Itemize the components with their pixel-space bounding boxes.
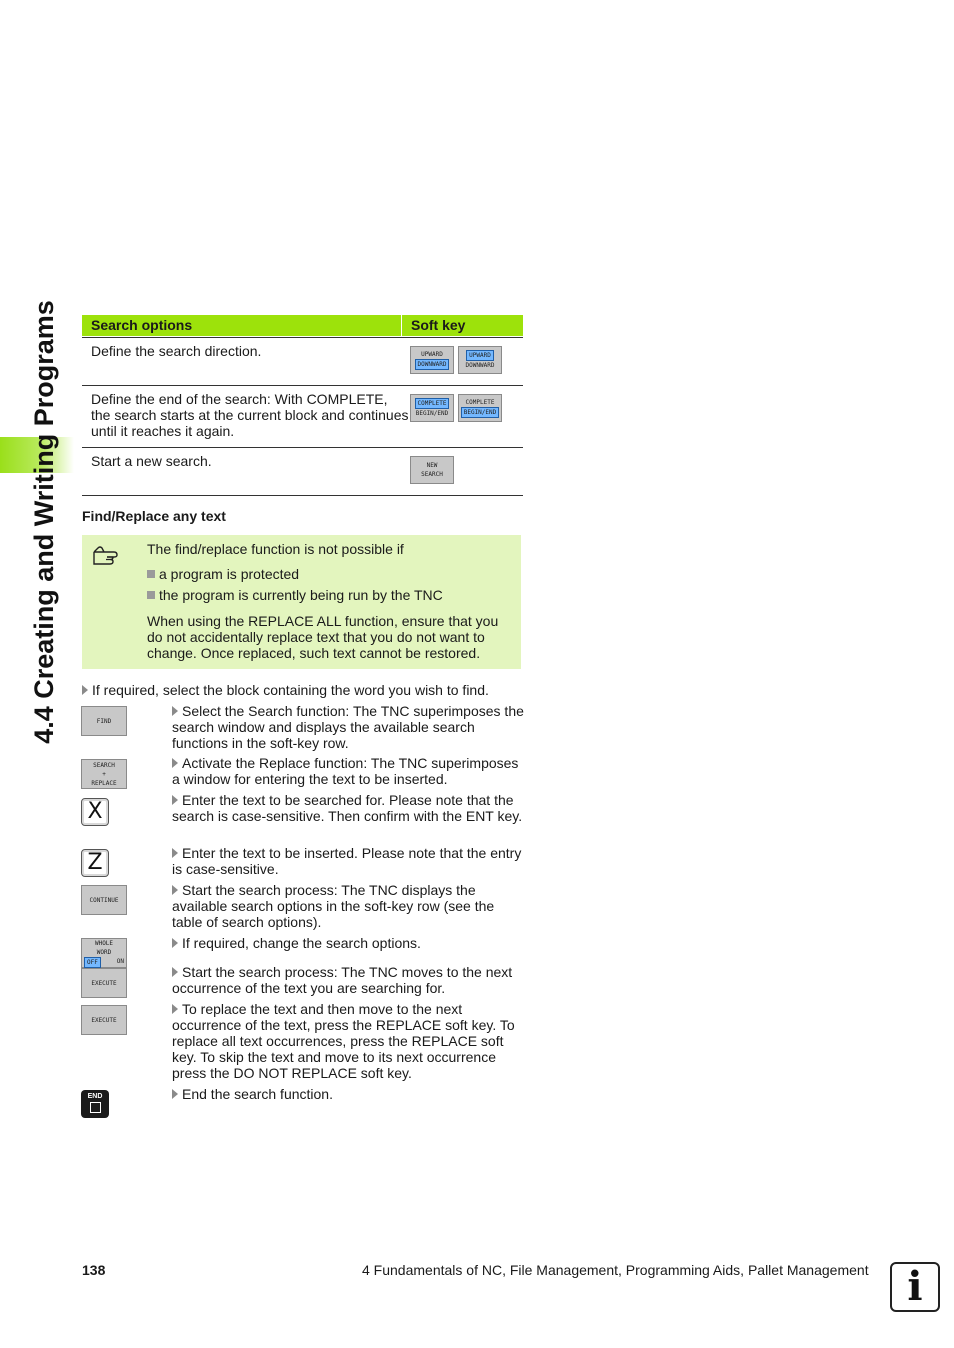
execute-softkey[interactable]	[81, 1005, 127, 1035]
softkey-line: WHOLE	[94, 939, 114, 947]
softkey-highlight: OFF	[84, 957, 101, 968]
step	[172, 1001, 524, 1081]
row-text: Start a new search.	[91, 453, 212, 469]
step	[172, 935, 524, 951]
softkey-line: SEARCH	[93, 761, 115, 769]
row-text: Define the search direction.	[91, 343, 262, 359]
hint-bullet	[147, 566, 513, 582]
softkey-line: +	[102, 770, 106, 778]
row-text: Define the end of the search: With COMPLETE, the search starts at the current block and continues until it reaches it again.	[91, 391, 409, 439]
search-options-table	[82, 315, 523, 496]
search-replace-softkey[interactable]	[81, 759, 127, 789]
softkey-line: REPLACE	[91, 779, 117, 787]
arrow-icon	[82, 685, 88, 695]
step	[172, 703, 524, 751]
step-text: Start the search process: The TNC displays the available search options in the soft-key row (see the table of search options).	[172, 882, 495, 930]
softkey-line: SEARCH	[421, 471, 443, 478]
step	[172, 964, 524, 996]
step-first	[82, 682, 522, 698]
softkey-line: NEW	[426, 462, 438, 469]
hint-bullet-text: a program is protected	[159, 566, 300, 582]
table-row	[82, 385, 523, 447]
step-text: Start the search process: The TNC moves to the next occurrence of the text you are searching for.	[172, 964, 513, 996]
table-bottom-rule	[82, 495, 523, 496]
softkey-line: EXECUTE	[91, 979, 117, 987]
z-key[interactable]: Z	[81, 849, 109, 877]
header-search-options: Search options	[82, 315, 402, 336]
softkey-line: BEGIN/END	[415, 410, 449, 417]
softkey-line: ON	[116, 957, 124, 965]
softkey-highlight: UPWARD	[466, 350, 494, 361]
end-key[interactable]	[81, 1090, 109, 1118]
softkey-line: FIND	[96, 717, 112, 725]
section-title: Find/Replace any text	[82, 508, 226, 524]
table-row	[82, 447, 523, 495]
hint-note: When using the REPLACE ALL function, ensure that you do not accidentally replace text that you do not want to change. Once replaced, such text cannot be restored.	[147, 613, 499, 661]
x-key[interactable]: X	[81, 798, 109, 826]
chapter-title: 4 Fundamentals of NC, File Management, Programming Aids, Pallet Management	[362, 1262, 869, 1278]
hint-bullet	[147, 587, 513, 603]
arrow-icon	[172, 758, 178, 768]
hint-bullet-text: the program is currently being run by the TNC	[159, 587, 443, 603]
hint-box	[82, 535, 521, 669]
arrow-icon	[172, 1004, 178, 1014]
step-text: Activate the Replace function: The TNC superimposes a window for entering the text to be inserted.	[172, 755, 519, 787]
hint-intro: The find/replace function is not possible if	[147, 541, 404, 557]
softkey-line: WORD	[96, 948, 112, 956]
softkey-upward[interactable]	[458, 346, 502, 374]
step	[172, 845, 524, 877]
table-header	[82, 315, 523, 336]
softkey-new-search[interactable]	[410, 456, 454, 484]
softkey-line: COMPLETE	[465, 399, 495, 406]
softkey-line: DOWNWARD	[465, 362, 495, 369]
whole-word-softkey[interactable]	[81, 938, 127, 968]
step-text: End the search function.	[182, 1086, 333, 1102]
softkey-line: CONTINUE	[89, 896, 119, 904]
find-softkey[interactable]	[81, 706, 127, 736]
page-number: 138	[82, 1262, 106, 1278]
step	[172, 882, 524, 930]
step-text: If required, change the search options.	[182, 935, 421, 951]
step-text: Enter the text to be searched for. Please note that the search is case-sensitive. Then confirm with the ENT key.	[172, 792, 523, 824]
step-text: To replace the text and then move to the next occurrence of the text, press the REPLACE soft key. To replace all text occurrences, press the REPLACE soft key. To skip the text and move to its next occurrence press the DO NOT REPLACE soft key.	[172, 1001, 515, 1081]
bullet-icon	[147, 591, 155, 599]
hint-text	[147, 541, 513, 661]
pointing-hand-icon	[92, 544, 126, 568]
softkey-highlight: COMPLETE	[415, 398, 450, 409]
softkey-toggle-row	[84, 957, 124, 968]
arrow-icon	[172, 795, 178, 805]
step-text: Select the Search function: The TNC superimposes the search window and displays the available search functions in the soft-key row.	[172, 703, 524, 751]
step	[172, 1086, 524, 1102]
execute-softkey[interactable]	[81, 968, 127, 998]
end-key-label: END	[87, 1093, 103, 1100]
arrow-icon	[172, 1089, 178, 1099]
arrow-icon	[172, 706, 178, 716]
softkey-begin-end[interactable]	[458, 394, 502, 422]
softkey-highlight: BEGIN/END	[461, 407, 500, 418]
continue-softkey[interactable]	[81, 885, 127, 915]
table-row	[82, 337, 523, 385]
header-soft-key: Soft key	[411, 317, 466, 333]
step	[172, 792, 524, 824]
softkey-highlight: DOWNWARD	[415, 359, 450, 370]
arrow-icon	[172, 848, 178, 858]
bullet-icon	[147, 570, 155, 578]
arrow-icon	[172, 885, 178, 895]
step	[172, 755, 524, 787]
arrow-icon	[172, 938, 178, 948]
chapter-side-title: 4.4 Creating and Writing Programs	[29, 300, 59, 744]
softkey-line: EXECUTE	[91, 1016, 117, 1024]
softkey-line: UPWARD	[421, 351, 443, 358]
softkey-downward[interactable]	[410, 346, 454, 374]
softkey-complete[interactable]	[410, 394, 454, 422]
step-text: If required, select the block containing the word you wish to find.	[92, 682, 489, 698]
square-icon	[90, 1102, 101, 1113]
arrow-icon	[172, 967, 178, 977]
info-icon: i	[890, 1262, 940, 1312]
step-text: Enter the text to be inserted. Please note that the entry is case-sensitive.	[172, 845, 522, 877]
